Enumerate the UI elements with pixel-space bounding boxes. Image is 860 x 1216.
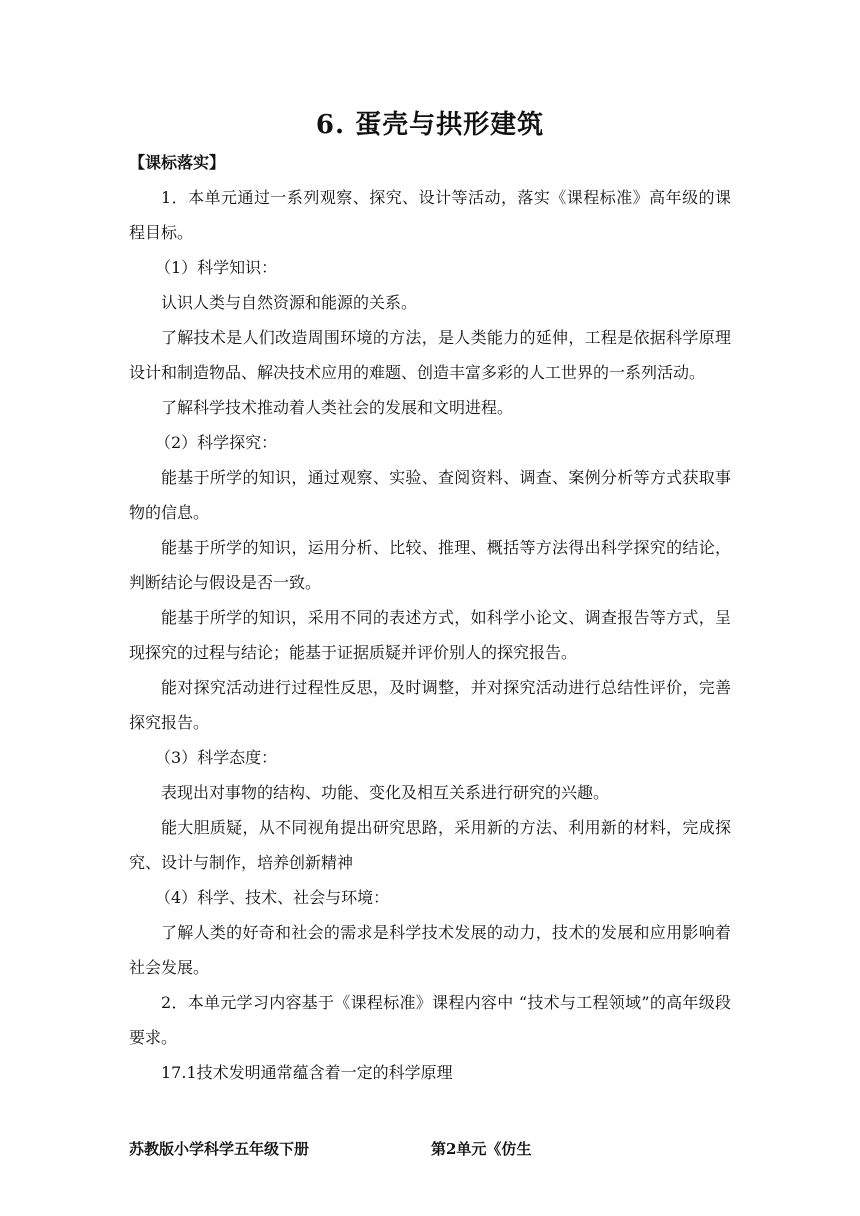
footer-right-text: 第2单元《仿生 bbox=[431, 1140, 532, 1158]
paragraph-innovation: 能大胆质疑，从不同视角提出研究思路，采用新的方法、利用新的材料，完成探究、设计与制作，培养创新精神 bbox=[129, 818, 731, 872]
paragraph-resources: 认识人类与自然资源和能源的关系。 bbox=[161, 293, 418, 312]
paragraph-standard-17-1: 17.1技术发明通常蕴含着一定的科学原理 bbox=[161, 1063, 453, 1082]
subheading-stse: （4）科学、技术、社会与环境： bbox=[155, 888, 390, 907]
paragraph-inquiry-expression: 能基于所学的知识，采用不同的表述方式，如科学小论文、调查报告等方式，呈现探究的过程与结论；能基于证据质疑并评价别人的探究报告。 bbox=[129, 608, 731, 662]
footer-left-text: 苏教版小学科学五年级下册 bbox=[129, 1140, 310, 1158]
paragraph-curriculum-content: 2．本单元学习内容基于《课程标准》课程内容中 “技术与工程领域”的高年级段要求。 bbox=[129, 993, 731, 1047]
paragraph-technology-engineering: 了解技术是人们改造周围环境的方法，是人类能力的延伸，工程是依据科学原理设计和制造物品、解决技术应用的难题、创造丰富多彩的人工世界的一系列活动。 bbox=[129, 328, 731, 382]
paragraph-inquiry-reflection: 能对探究活动进行过程性反思，及时调整，并对探究活动进行总结性评价，完善探究报告。 bbox=[129, 678, 731, 732]
section-heading: 【课标落实】 bbox=[129, 153, 226, 172]
paragraph-unit-goals: 1．本单元通过一系列观察、探究、设计等活动，落实《课程标准》高年级的课程目标。 bbox=[129, 188, 731, 242]
subheading-science-knowledge: （1）科学知识： bbox=[155, 258, 278, 277]
paragraph-society-development: 了解人类的好奇和社会的需求是科学技术发展的动力，技术的发展和应用影响着社会发展。 bbox=[129, 923, 731, 977]
paragraph-science-progress: 了解科学技术推动着人类社会的发展和文明进程。 bbox=[161, 398, 514, 417]
page-title: 6. 蛋壳与拱形建筑 bbox=[315, 110, 545, 140]
paragraph-inquiry-information: 能基于所学的知识，通过观察、实验、查阅资料、调查、案例分析等方式获取事物的信息。 bbox=[129, 468, 731, 522]
paragraph-inquiry-analysis: 能基于所学的知识，运用分析、比较、推理、概括等方法得出科学探究的结论，判断结论与假设是否一致。 bbox=[129, 538, 731, 592]
paragraph-interest: 表现出对事物的结构、功能、变化及相互关系进行研究的兴趣。 bbox=[161, 783, 610, 802]
document-body bbox=[129, 145, 731, 1090]
subheading-science-attitude: （3）科学态度： bbox=[155, 748, 278, 767]
subheading-science-inquiry: （2）科学探究： bbox=[155, 433, 278, 452]
